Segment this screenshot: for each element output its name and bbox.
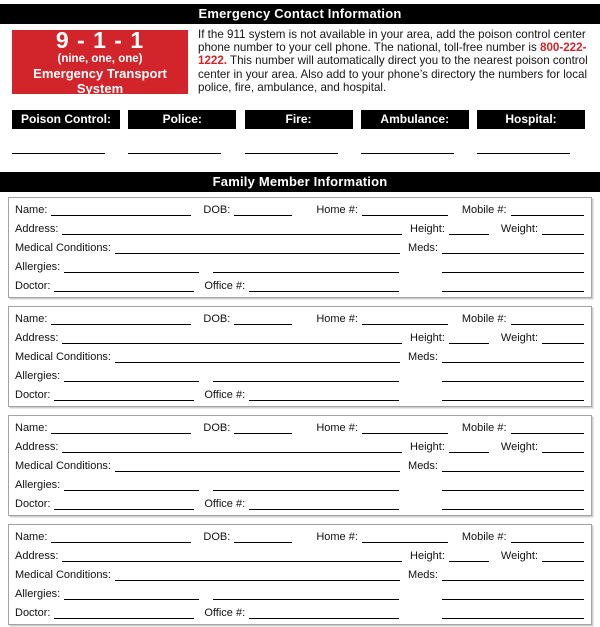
contact-label-hospital: Hospital: [477,110,585,129]
instructions-text-after: This number will automatically direct you to the nearest poison control center in your area. Also add to your phone’s directory the numbers for local police, fire, ambulance, and hospital. [198,54,588,94]
doctor-row [15,277,584,296]
home-phone-label: Home #: [316,422,358,435]
fire-number-field[interactable] [245,139,338,154]
name-field[interactable] [51,528,191,543]
office-phone-label: Office #: [204,280,246,293]
allergies-label: Allergies: [15,588,61,601]
allergies-label: Allergies: [15,479,61,492]
height-field[interactable] [449,547,489,562]
height-field[interactable] [449,220,489,235]
office-phone-label: Office #: [204,607,246,620]
allergies-row [15,367,584,386]
medical-conditions-label: Medical Conditions: [15,569,111,582]
allergies-field-continued[interactable] [213,367,399,382]
dob-label: DOB: [203,204,231,217]
contact-label-fire: Fire: [245,110,353,129]
office-phone-label: Office #: [204,498,246,511]
emergency-contacts-row [12,110,585,129]
doctor-row [15,495,584,514]
medical-conditions-row [15,457,584,476]
doctor-field[interactable] [54,277,194,292]
family-member-block [8,306,592,407]
address-field[interactable] [62,547,402,562]
office-phone-field[interactable] [249,495,399,510]
allergies-field[interactable] [64,258,199,273]
home-phone-label: Home #: [316,313,358,326]
allergies-field[interactable] [64,367,199,382]
weight-field[interactable] [542,438,584,453]
meds-field[interactable] [442,348,584,363]
height-label: Height: [410,223,445,236]
doctor-label: Doctor: [15,280,51,293]
emergency-contacts-blank-lines [12,139,585,153]
name-field[interactable] [51,201,191,216]
address-label: Address: [15,441,59,454]
address-label: Address: [15,550,59,563]
office-phone-field[interactable] [249,386,399,401]
medical-conditions-field[interactable] [115,457,400,472]
office-phone-field[interactable] [249,277,399,292]
contact-label-poison-control: Poison Control: [12,110,120,129]
ambulance-number-field[interactable] [361,139,454,154]
name-dob-phone-row [15,528,584,547]
medical-conditions-label: Medical Conditions: [15,460,111,473]
meds-field-continued[interactable] [442,258,584,273]
home-phone-label: Home #: [316,204,358,217]
name-label: Name: [15,204,48,217]
name-field[interactable] [51,419,191,434]
dob-label: DOB: [203,422,231,435]
doctor-label: Doctor: [15,607,51,620]
height-label: Height: [410,441,445,454]
mobile-phone-label: Mobile #: [461,313,507,326]
instructions-text-before: If the 911 system is not available in your area, add the poison control center phone number to your cell phone. The national, toll-free number is [198,28,586,55]
family-member-section-title: Family Member Information [0,172,600,192]
meds-field-continued[interactable] [442,367,584,382]
address-field[interactable] [62,220,402,235]
poison-control-number-field[interactable] [12,139,105,154]
weight-field[interactable] [542,547,584,562]
doctor-row [15,386,584,405]
nine-one-one-box [12,27,188,96]
allergies-field-continued[interactable] [213,476,399,491]
meds-field[interactable] [442,239,584,254]
mobile-phone-field[interactable] [511,419,584,434]
family-member-block [8,197,592,298]
allergies-field[interactable] [64,585,199,600]
nine-one-one-pronunciation: (nine, one, one) [57,53,143,65]
medical-conditions-label: Medical Conditions: [15,351,111,364]
medical-conditions-label: Medical Conditions: [15,242,111,255]
contact-label-police: Police: [128,110,236,129]
medical-conditions-row [15,566,584,585]
address-label: Address: [15,223,59,236]
mobile-phone-label: Mobile #: [461,422,507,435]
meds-label: Meds: [408,460,438,473]
dob-label: DOB: [203,313,231,326]
height-label: Height: [410,332,445,345]
family-member-block [8,415,592,516]
doctor-row [15,604,584,623]
page-title: Emergency Contact Information [0,4,600,24]
address-field[interactable] [62,438,402,453]
doctor-field[interactable] [54,604,194,619]
dob-field[interactable] [234,201,292,216]
allergies-label: Allergies: [15,370,61,383]
meds-label: Meds: [408,351,438,364]
office-phone-label: Office #: [204,389,246,402]
poison-control-instructions [198,28,588,94]
weight-field[interactable] [542,329,584,344]
allergies-field-continued[interactable] [213,258,399,273]
meds-label: Meds: [408,569,438,582]
dob-field[interactable] [234,310,292,325]
medical-conditions-field[interactable] [115,566,400,581]
name-dob-phone-row [15,310,584,329]
address-row [15,329,584,348]
allergies-label: Allergies: [15,261,61,274]
address-row [15,547,584,566]
family-member-block [8,524,592,625]
contact-label-ambulance: Ambulance: [361,110,469,129]
hospital-number-field[interactable] [477,139,570,154]
address-label: Address: [15,332,59,345]
meds-field-continued[interactable] [442,476,584,491]
mobile-phone-label: Mobile #: [461,531,507,544]
office-phone-field[interactable] [249,604,399,619]
home-phone-field[interactable] [362,528,448,543]
allergies-row [15,585,584,604]
weight-label: Weight: [500,332,538,345]
police-number-field[interactable] [128,139,221,154]
doctor-field[interactable] [54,386,194,401]
nine-one-one-number: 9 - 1 - 1 [55,27,145,53]
height-field[interactable] [449,438,489,453]
weight-label: Weight: [500,550,538,563]
dob-field[interactable] [234,528,292,543]
name-field[interactable] [51,310,191,325]
dob-label: DOB: [203,531,231,544]
name-label: Name: [15,531,48,544]
allergies-field[interactable] [64,476,199,491]
medical-conditions-row [15,239,584,258]
meds-field-continued[interactable] [442,495,584,510]
dob-field[interactable] [234,419,292,434]
address-field[interactable] [62,329,402,344]
meds-field-continued[interactable] [442,386,584,401]
name-label: Name: [15,313,48,326]
meds-field-continued[interactable] [442,277,584,292]
meds-field-continued[interactable] [442,604,584,619]
mobile-phone-field[interactable] [511,201,584,216]
mobile-phone-field[interactable] [511,528,584,543]
mobile-phone-label: Mobile #: [461,204,507,217]
weight-label: Weight: [500,441,538,454]
home-phone-field[interactable] [362,419,448,434]
allergies-row [15,476,584,495]
allergies-field-continued[interactable] [213,585,399,600]
address-row [15,438,584,457]
doctor-label: Doctor: [15,389,51,402]
name-dob-phone-row [15,201,584,220]
home-phone-label: Home #: [316,531,358,544]
emergency-transport-system-label: Emergency Transport System [33,66,167,96]
meds-field-continued[interactable] [442,585,584,600]
doctor-field[interactable] [54,495,194,510]
name-label: Name: [15,422,48,435]
mobile-phone-field[interactable] [511,310,584,325]
height-label: Height: [410,550,445,563]
doctor-label: Doctor: [15,498,51,511]
weight-label: Weight: [500,223,538,236]
height-field[interactable] [449,329,489,344]
medical-conditions-row [15,348,584,367]
emergency-intro-section [12,27,588,96]
home-phone-field[interactable] [362,201,448,216]
meds-field[interactable] [442,457,584,472]
medical-conditions-field[interactable] [115,239,400,254]
home-phone-field[interactable] [362,310,448,325]
address-row [15,220,584,239]
weight-field[interactable] [542,220,584,235]
allergies-row [15,258,584,277]
meds-field[interactable] [442,566,584,581]
meds-label: Meds: [408,242,438,255]
family-member-list [8,197,592,625]
medical-conditions-field[interactable] [115,348,400,363]
name-dob-phone-row [15,419,584,438]
poison-control-phone-number: 800-222-1222. [198,41,587,68]
